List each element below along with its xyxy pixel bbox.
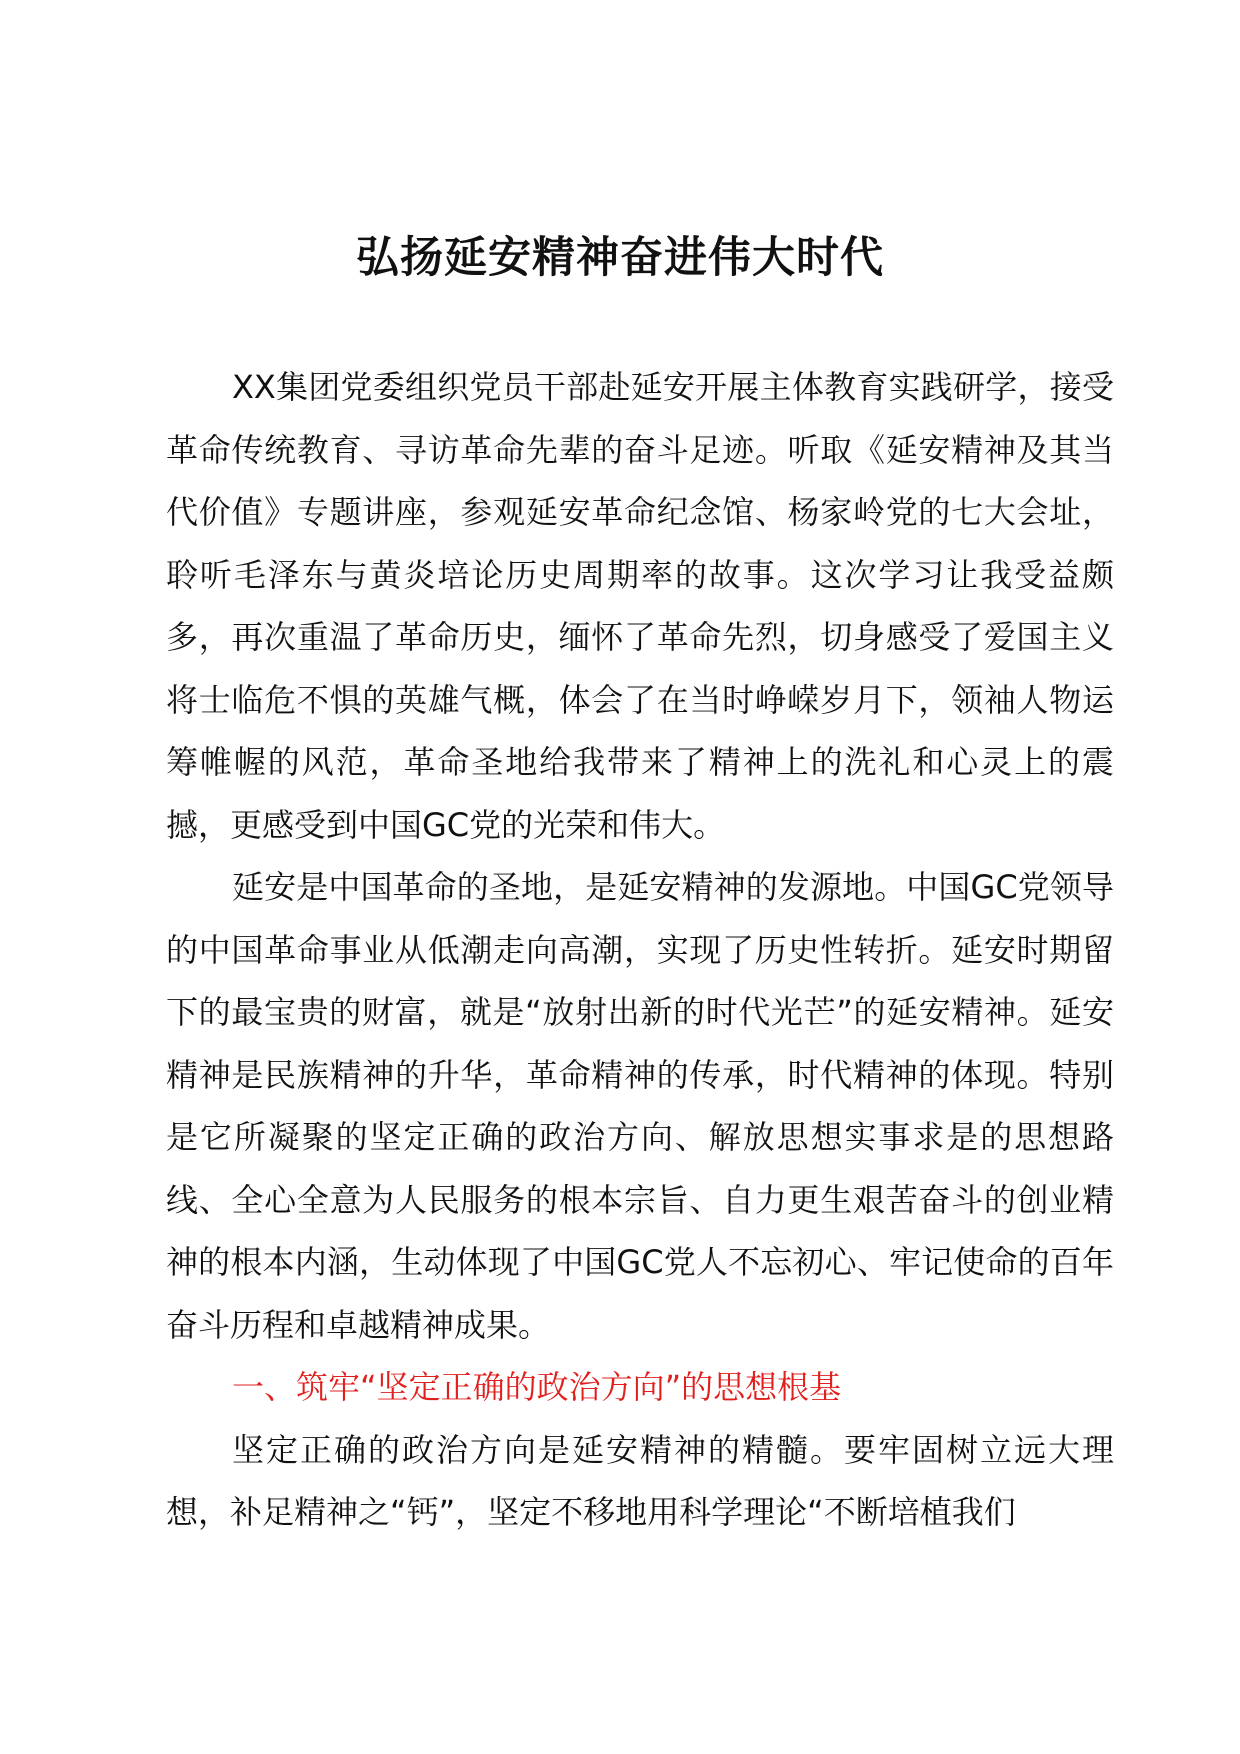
section-heading: 一、筑牢“坚定正确的政治方向”的思想根基 <box>232 1368 842 1406</box>
document-title: 弘扬延安精神奋进伟大时代 <box>356 233 884 283</box>
section-paragraph: 坚定正确的政治方向是延安精神的精髓。要牢固树立远大理想，补足精神之“钙”，坚定不移地用科学理论“不断培植我们 <box>166 1430 1114 1531</box>
body-paragraph-1: XX集团党委组织党员干部赴延安开展主体教育实践研学，接受革命传统教育、寻访革命先辈的奋斗足迹。听取《延安精神及其当代价值》专题讲座，参观延安革命纪念馆、杨家岭党的七大会址，聆听毛泽东与黄炎培论历史周期率的故事。这次学习让我受益颇多，再次重温了革命历史，缅怀了革命先烈，切身感受了爱国主义将士临危不惧的英雄气概，体会了在当时峥嵘岁月下，领袖人物运筹帷幄的风范，革命圣地给我带来了精神上的洗礼和心灵上的震撼，更感受到中国GC党的光荣和伟大。 <box>166 368 1114 844</box>
document-body <box>166 356 1114 1544</box>
body-paragraph-2: 延安是中国革命的圣地，是延安精神的发源地。中国GC党领导的中国革命事业从低潮走向高潮，实现了历史性转折。延安时期留下的最宝贵的财富，就是“放射出新的时代光芒”的延安精神。延安精神是民族精神的升华，革命精神的传承，时代精神的体现。特别是它所凝聚的坚定正确的政治方向、解放思想实事求是的思想路线、全心全意为人民服务的根本宗旨、自力更生艰苦奋斗的创业精神的根本内涵，生动体现了中国GC党人不忘初心、牢记使命的百年奋斗历程和卓越精神成果。 <box>166 868 1114 1344</box>
